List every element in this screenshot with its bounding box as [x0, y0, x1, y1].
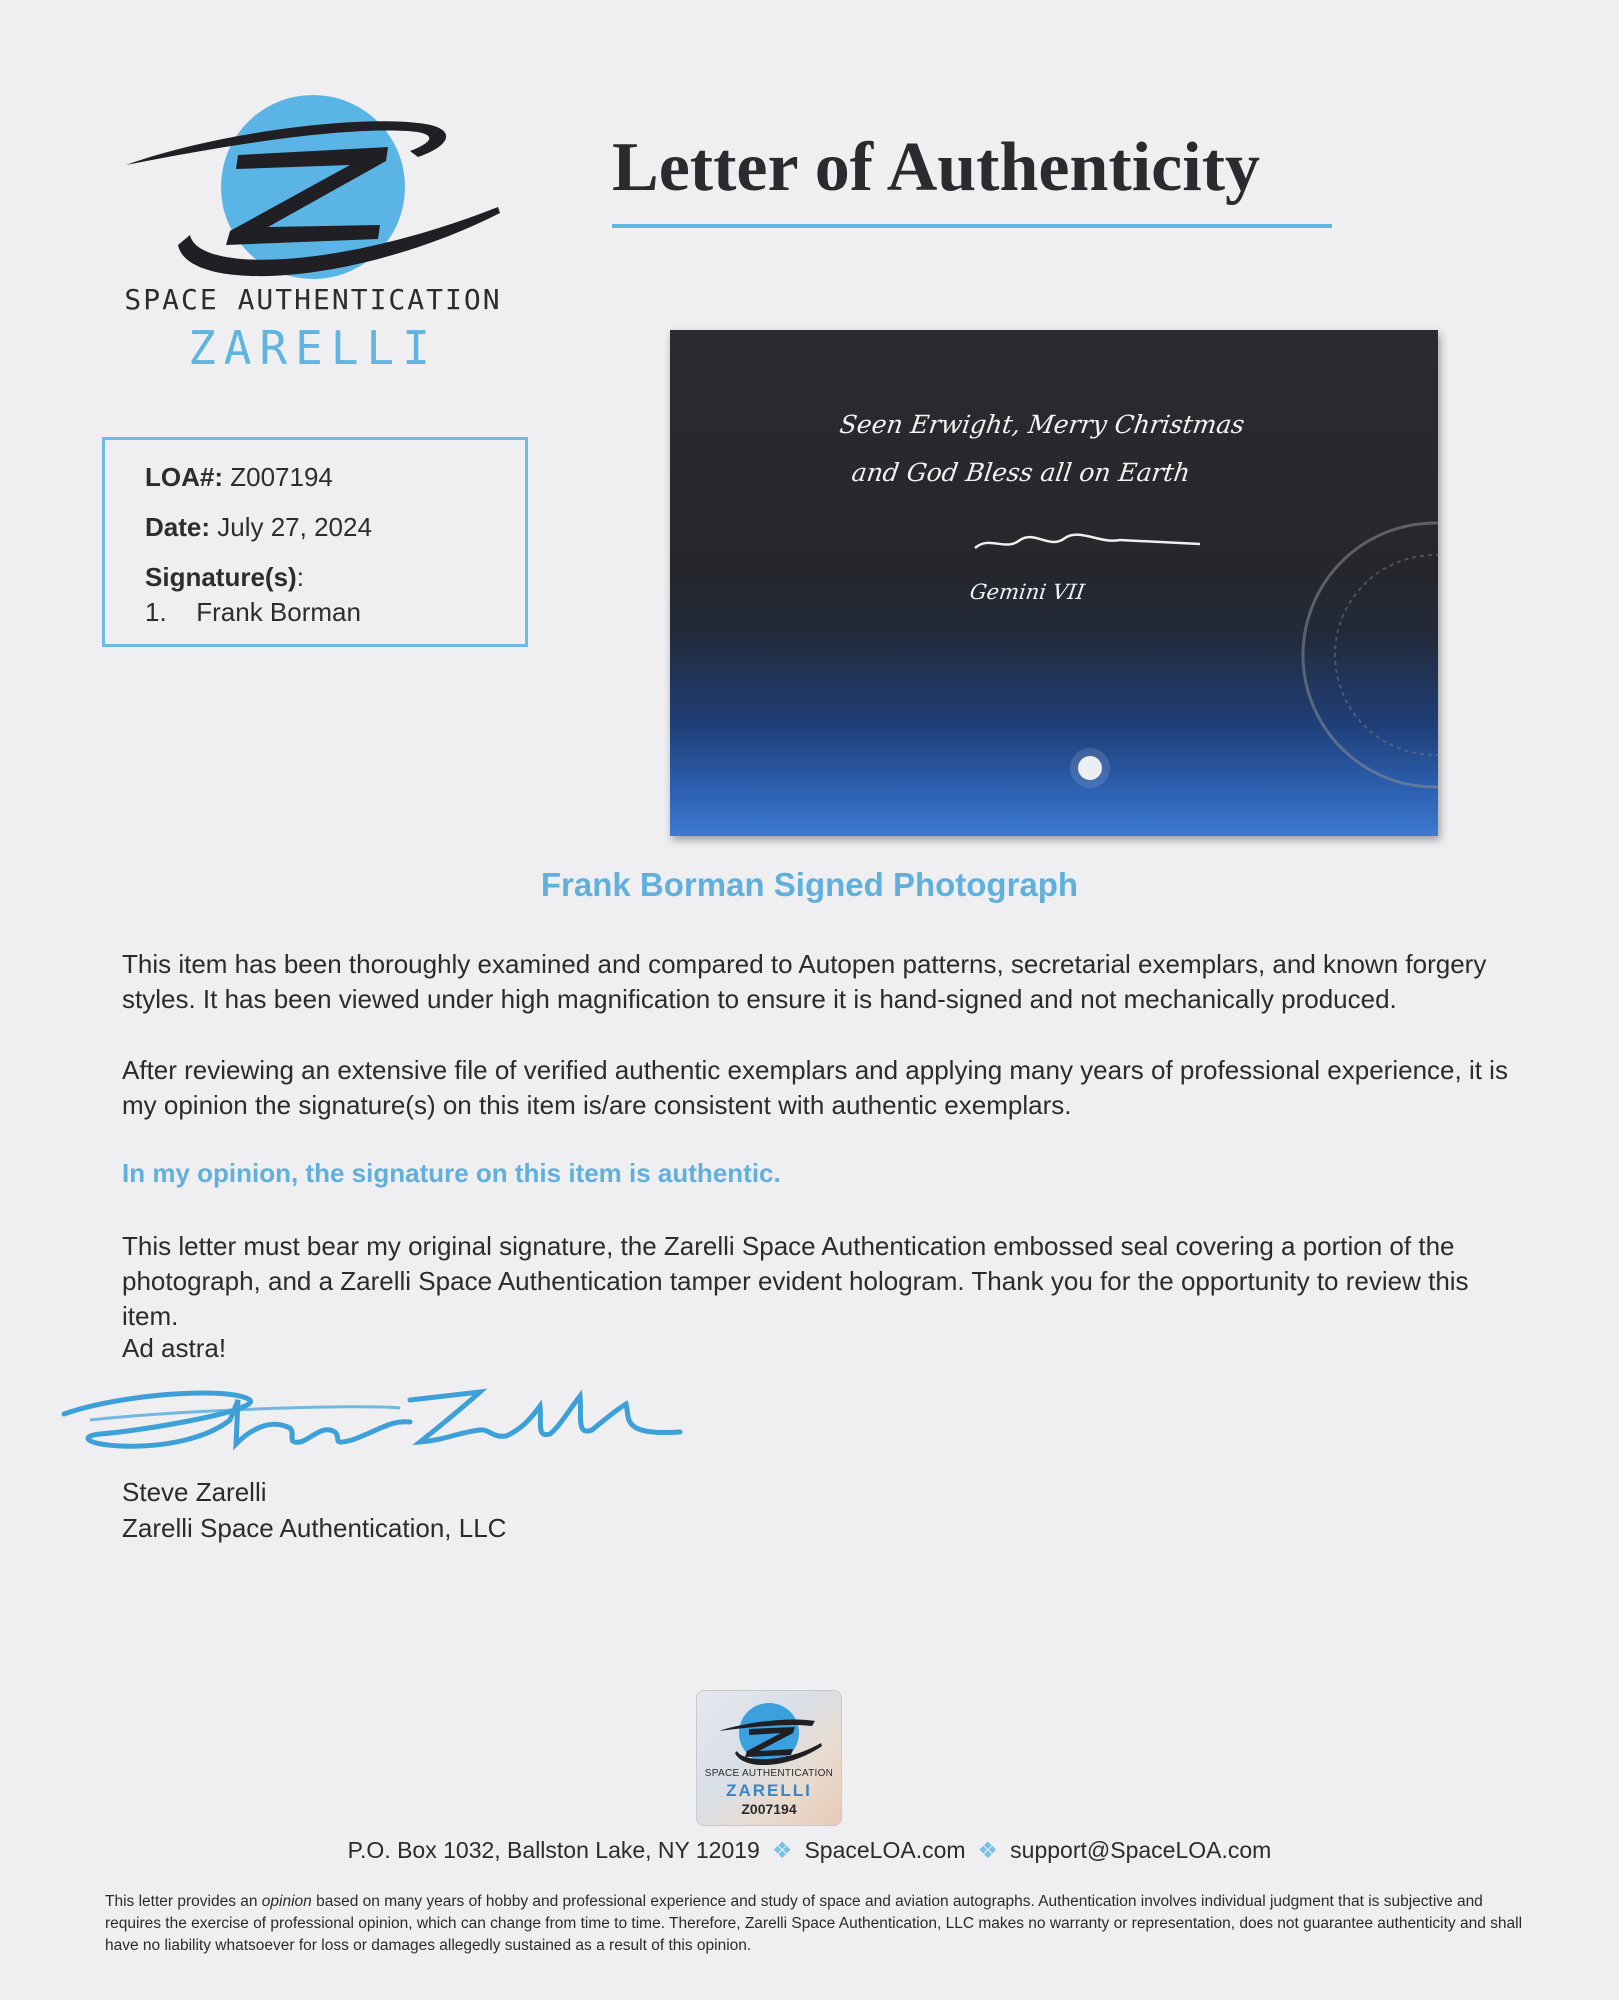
disclaimer-text-start: This letter provides an: [105, 1893, 262, 1910]
date-label: Date:: [145, 512, 211, 542]
footer-address: P.O. Box 1032, Ballston Lake, NY 12019: [347, 1837, 760, 1863]
footer-website-link[interactable]: SpaceLOA.com: [804, 1837, 966, 1863]
signature-number: 1.: [145, 597, 167, 627]
footer-contact: [0, 1837, 1619, 1864]
review-paragraph: After reviewing an extensive file of verified authentic exemplars and applying many years of professional experience, it is my opinion the signature(s) on this item is/are consistent with authentic exemplars.: [122, 1055, 1508, 1120]
logo-text-zarelli: ZARELLI: [188, 321, 438, 375]
signer-company: Zarelli Space Authentication, LLC: [122, 1513, 507, 1543]
signed-photograph: [670, 330, 1438, 836]
signatures-colon: :: [296, 562, 304, 592]
logo-text-space-authentication: SPACE AUTHENTICATION: [124, 283, 502, 316]
embossed-seal-icon: [1303, 523, 1438, 787]
date-value: July 27, 2024: [217, 512, 372, 542]
date-row: [145, 512, 372, 543]
signatures-label: Signature(s): [145, 562, 297, 592]
hologram-logo-icon: [697, 1691, 841, 1771]
loa-number-value: Z007194: [230, 462, 333, 492]
disclaimer-text-end: based on many years of hobby and professional experience and study of space and aviation autographs. Authentication involves individual judgment that is subjective and requires the exercise of professional opinion, which can change from time to time. Therefore, Zarelli Space Authentication, LLC makes no warranty or representation, does not guarantee authenticity and shall have no liability whatsoever for loss or damages allegedly sustained as a result of this opinion.: [105, 1893, 1523, 1954]
opinion-statement: In my opinion, the signature on this item is authentic.: [122, 1158, 781, 1188]
handwritten-signature: [60, 1360, 700, 1480]
loa-number-label: LOA#:: [145, 462, 223, 492]
logo-emblem-icon: [118, 95, 508, 285]
hologram-text-zarelli: ZARELLI: [726, 1781, 812, 1800]
hologram-text-space-authentication: SPACE AUTHENTICATION: [704, 1768, 834, 1779]
loa-number-row: [145, 462, 333, 493]
separator-icon: ❖: [771, 1837, 793, 1863]
closing-text: Ad astra!: [122, 1333, 227, 1363]
title-underline: [612, 224, 1332, 228]
disclaimer-emphasis: opinion: [261, 1893, 312, 1910]
examination-paragraph: This item has been thoroughly examined and compared to Autopen patterns, secretarial exemplars, and known forgery styles. It has been viewed under high magnification to ensure it is hand-signed and not mechanically produced.: [122, 949, 1487, 1014]
footer-email-link[interactable]: support@SpaceLOA.com: [1010, 1837, 1272, 1863]
hologram-code: Z007194: [741, 1801, 797, 1817]
signature-name: Frank Borman: [196, 597, 361, 627]
separator-icon: ❖: [977, 1837, 999, 1863]
photo-inscription-line3: Gemini VII: [968, 580, 1087, 604]
requirements-paragraph: This letter must bear my original signature, the Zarelli Space Authentication embossed seal covering a portion of the photograph, and a Zarelli Space Authentication tamper evident hologram. Thank you for the opportunity to review this item.: [122, 1231, 1469, 1331]
tamper-evident-hologram: [696, 1690, 842, 1826]
photo-inscription-line1: Seen Erwight, Merry Christmas: [837, 410, 1247, 439]
legal-disclaimer: [105, 1891, 1525, 1957]
signer-name: Steve Zarelli: [122, 1477, 267, 1507]
loa-info-box: [102, 437, 528, 647]
signature-list-item: [145, 597, 361, 628]
signatures-row: [145, 562, 304, 593]
page-title: Letter of Authenticity: [612, 129, 1261, 206]
item-title: Frank Borman Signed Photograph: [540, 866, 1079, 903]
company-logo: [118, 95, 508, 385]
photo-inscription-line2: and God Bless all on Earth: [849, 458, 1192, 487]
